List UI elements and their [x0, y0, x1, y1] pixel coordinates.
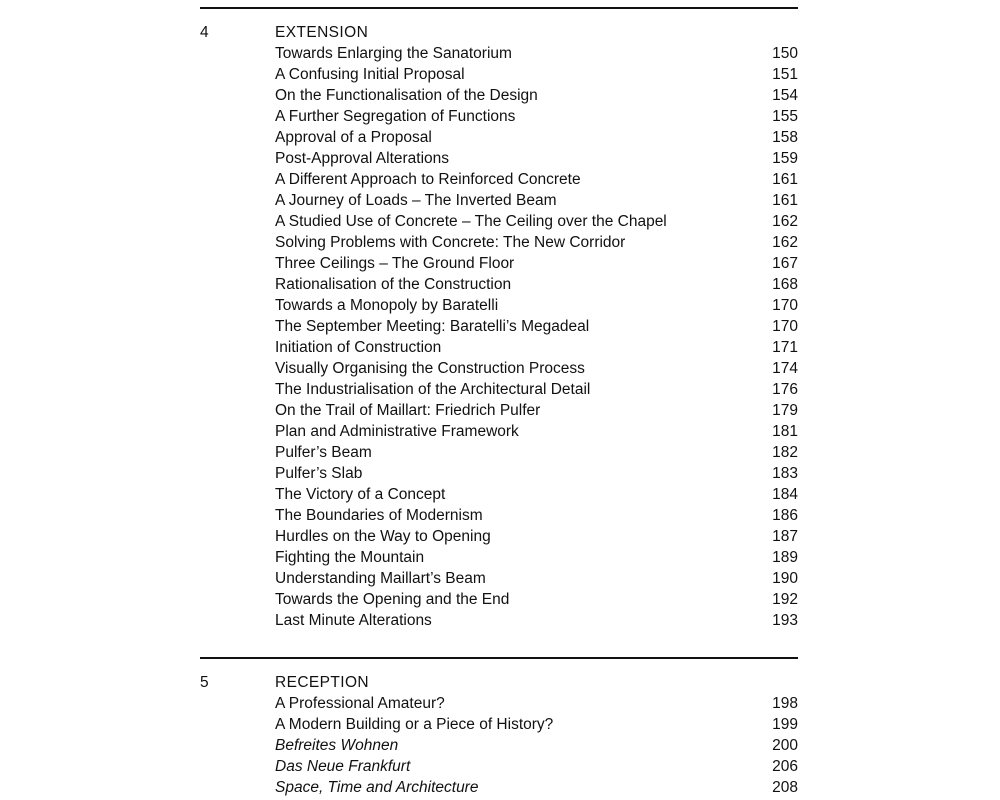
entry-title: A Different Approach to Reinforced Concrete — [275, 171, 581, 188]
entry-title: On the Trail of Maillart: Friedrich Pulfer — [275, 402, 541, 419]
entry-title: Towards Enlarging the Sanatorium — [275, 45, 512, 62]
toc-entry — [200, 190, 798, 211]
toc-entry — [200, 756, 798, 777]
entry-page-number: 206 — [772, 758, 798, 775]
toc-entry — [200, 43, 798, 64]
entry-page-number: 168 — [772, 276, 798, 293]
entry-title: Understanding Maillart’s Beam — [275, 570, 486, 587]
entry-title: A Further Segregation of Functions — [275, 108, 516, 125]
toc-entry — [200, 777, 798, 798]
entry-page-number: 167 — [772, 255, 798, 272]
entry-page-number: 179 — [772, 402, 798, 419]
toc-entry — [200, 714, 798, 735]
entry-title: The Industrialisation of the Architectural Detail — [275, 381, 591, 398]
toc-entry — [200, 589, 798, 610]
entry-title: Towards a Monopoly by Baratelli — [275, 297, 499, 314]
entry-title: Hurdles on the Way to Opening — [275, 528, 491, 545]
entry-page-number: 200 — [772, 737, 798, 754]
entry-title: The Boundaries of Modernism — [275, 507, 483, 524]
toc-entry — [200, 148, 798, 169]
toc-entry — [200, 106, 798, 127]
entry-page-number: 189 — [772, 549, 798, 566]
entry-page-number: 159 — [772, 150, 798, 167]
entry-title: Pulfer’s Beam — [275, 444, 372, 461]
entry-page-number: 186 — [772, 507, 798, 524]
entry-page-number: 182 — [772, 444, 798, 461]
toc-entry — [200, 547, 798, 568]
entry-page-number: 170 — [772, 318, 798, 335]
entry-page-number: 170 — [772, 297, 798, 314]
toc-entry — [200, 568, 798, 589]
entry-title: Visually Organising the Construction Process — [275, 360, 585, 377]
entry-title: A Studied Use of Concrete – The Ceiling over the Chapel — [275, 213, 667, 230]
toc-entry — [200, 379, 798, 400]
toc-entry — [200, 442, 798, 463]
toc-entry — [200, 400, 798, 421]
entry-title: A Journey of Loads – The Inverted Beam — [275, 192, 557, 209]
toc-entry — [200, 232, 798, 253]
entry-title: Initiation of Construction — [275, 339, 442, 356]
toc-entry — [200, 735, 798, 756]
toc-entry — [200, 127, 798, 148]
chapter-title: RECEPTION — [275, 674, 370, 691]
entry-page-number: 192 — [772, 591, 798, 608]
entry-page-number: 158 — [772, 129, 798, 146]
entry-title: The Victory of a Concept — [275, 486, 446, 503]
entry-title: Plan and Administrative Framework — [275, 423, 519, 440]
toc-entry — [200, 85, 798, 106]
toc-entry — [200, 169, 798, 190]
entry-page-number: 151 — [772, 66, 798, 83]
entry-title: Towards the Opening and the End — [275, 591, 510, 608]
entry-title: A Confusing Initial Proposal — [275, 66, 465, 83]
entry-title: On the Functionalisation of the Design — [275, 87, 538, 104]
entry-title: Rationalisation of the Construction — [275, 276, 512, 293]
entry-title: A Modern Building or a Piece of History? — [275, 716, 554, 733]
entry-page-number: 150 — [772, 45, 798, 62]
entry-title: Solving Problems with Concrete: The New Corridor — [275, 234, 626, 251]
toc-entry — [200, 693, 798, 714]
entry-page-number: 181 — [772, 423, 798, 440]
entry-page-number: 199 — [772, 716, 798, 733]
entry-title: A Professional Amateur? — [275, 695, 445, 712]
entry-page-number: 174 — [772, 360, 798, 377]
toc-entry — [200, 526, 798, 547]
entry-page-number: 190 — [772, 570, 798, 587]
entry-title: Pulfer’s Slab — [275, 465, 363, 482]
entry-title: Three Ceilings – The Ground Floor — [275, 255, 515, 272]
toc-entry — [200, 253, 798, 274]
entry-list — [200, 693, 798, 798]
toc-entry — [200, 505, 798, 526]
entry-page-number: 198 — [772, 695, 798, 712]
toc-entry — [200, 421, 798, 442]
entry-page-number: 162 — [772, 234, 798, 251]
toc-entry — [200, 64, 798, 85]
toc-entry — [200, 610, 798, 631]
toc-entry — [200, 295, 798, 316]
entry-page-number: 171 — [772, 339, 798, 356]
entry-page-number: 155 — [772, 108, 798, 125]
chapter-number: 5 — [200, 674, 209, 691]
chapter-title: EXTENSION — [275, 24, 369, 41]
entry-title: Post-Approval Alterations — [275, 150, 450, 167]
entry-page-number: 187 — [772, 528, 798, 545]
table-of-contents — [200, 7, 798, 798]
section-header — [200, 22, 798, 43]
entry-title: Last Minute Alterations — [275, 612, 432, 629]
entry-title: The September Meeting: Baratelli’s Megadeal — [275, 318, 590, 335]
toc-entry — [200, 358, 798, 379]
entry-title: Fighting the Mountain — [275, 549, 425, 566]
toc-section — [200, 7, 798, 631]
entry-page-number: 193 — [772, 612, 798, 629]
entry-title: Das Neue Frankfurt — [275, 758, 411, 775]
entry-page-number: 176 — [772, 381, 798, 398]
entry-list — [200, 43, 798, 631]
entry-page-number: 154 — [772, 87, 798, 104]
chapter-number: 4 — [200, 24, 209, 41]
entry-page-number: 183 — [772, 465, 798, 482]
entry-page-number: 208 — [772, 779, 798, 796]
entry-page-number: 161 — [772, 192, 798, 209]
toc-section — [200, 657, 798, 798]
toc-entry — [200, 337, 798, 358]
entry-title: Approval of a Proposal — [275, 129, 432, 146]
toc-entry — [200, 274, 798, 295]
toc-entry — [200, 316, 798, 337]
toc-entry — [200, 463, 798, 484]
section-header — [200, 672, 798, 693]
entry-title: Space, Time and Architecture — [275, 779, 479, 796]
toc-entry — [200, 484, 798, 505]
entry-title: Befreites Wohnen — [275, 737, 399, 754]
entry-page-number: 162 — [772, 213, 798, 230]
entry-page-number: 184 — [772, 486, 798, 503]
toc-entry — [200, 211, 798, 232]
section-divider-rule — [200, 657, 798, 659]
entry-page-number: 161 — [772, 171, 798, 188]
section-divider-rule — [200, 7, 798, 9]
